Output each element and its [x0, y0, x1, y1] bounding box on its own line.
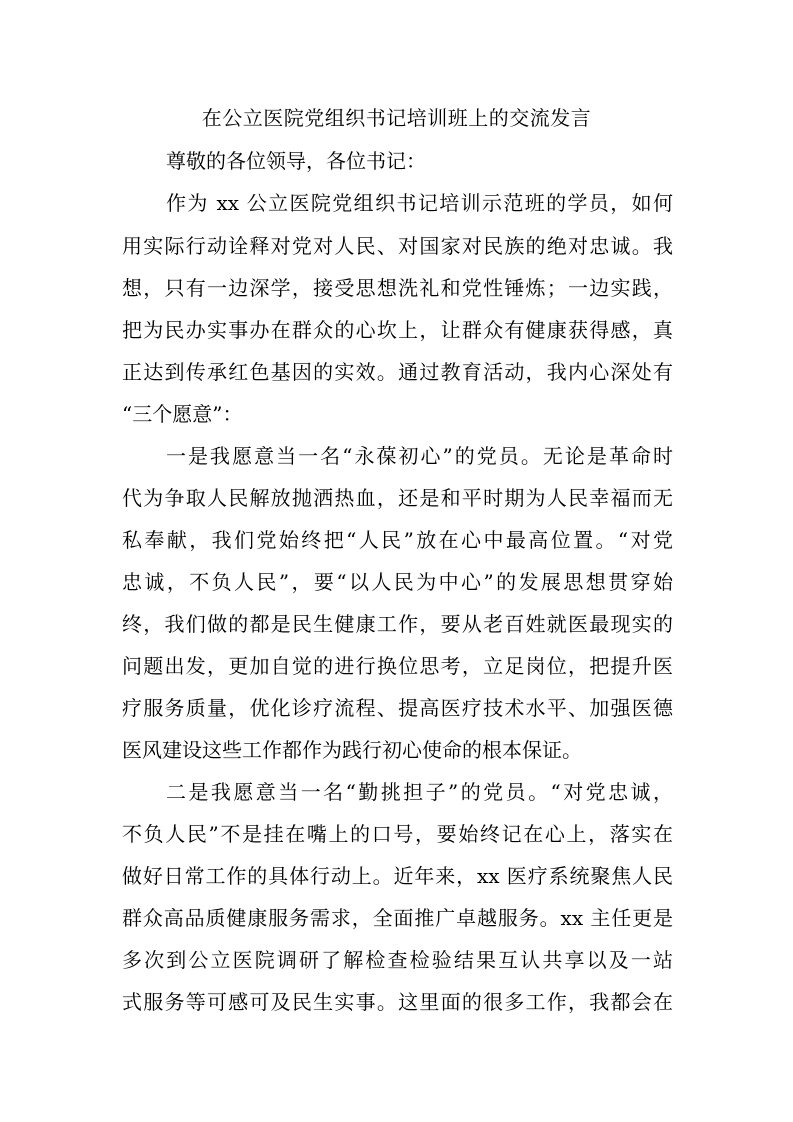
paragraph-line: 做好日常工作的具体行动上。近年来，xx 医疗系统聚焦人民 [122, 864, 673, 888]
paragraph-line: 医风建设这些工作都作为践行初心使命的根本保证。 [122, 738, 582, 762]
paragraph-line: 疗服务质量，优化诊疗流程、提高医疗技术水平、加强医德 [122, 696, 673, 720]
paragraph-line: 想，只有一边深学，接受思想洗礼和党性锤炼；一边实践， [122, 276, 673, 300]
paragraph-line: 不负人民”不是挂在嘴上的口号，要始终记在心上，落实在 [122, 822, 673, 846]
paragraph-line: 问题出发，更加自觉的进行换位思考，立足岗位，把提升医 [122, 654, 673, 678]
paragraph-line: 多次到公立医院调研了解检查检验结果互认共享以及一站 [122, 948, 673, 972]
paragraph-line: 正达到传承红色基因的实效。通过教育活动，我内心深处有 [122, 360, 673, 384]
paragraph-line: “三个愿意”： [122, 402, 243, 426]
paragraph-line: 式服务等可感可及民生实事。这里面的很多工作，我都会在 [122, 990, 673, 1014]
paragraph-line: 作为 xx 公立医院党组织书记培训示范班的学员，如何 [166, 191, 673, 215]
document-title: 在公立医院党组织书记培训班上的交流发言 [201, 106, 592, 130]
paragraph-line: 代为争取人民解放抛洒热血，还是和平时期为人民幸福而无 [122, 486, 673, 510]
paragraph-line: 把为民办实事办在群众的心坎上，让群众有健康获得感，真 [122, 318, 673, 342]
paragraph-line: 二是我愿意当一名“勤挑担子”的党员。“对党忠诚， [166, 780, 673, 804]
paragraph-line: 终，我们做的都是民生健康工作，要从老百姓就医最现实的 [122, 612, 673, 636]
paragraph-line: 群众高品质健康服务需求，全面推广卓越服务。xx 主任更是 [122, 906, 673, 930]
paragraph-line: 忠诚，不负人民”，要“以人民为中心”的发展思想贯穿始 [122, 570, 673, 594]
salutation-line: 尊敬的各位领导，各位书记： [166, 149, 426, 173]
paragraph-line: 用实际行动诠释对党对人民、对国家对民族的绝对忠诚。我 [122, 234, 673, 258]
paragraph-line: 私奉献，我们党始终把“人民”放在心中最高位置。“对党 [122, 528, 673, 552]
paragraph-line: 一是我愿意当一名“永葆初心”的党员。无论是革命时 [166, 444, 673, 468]
